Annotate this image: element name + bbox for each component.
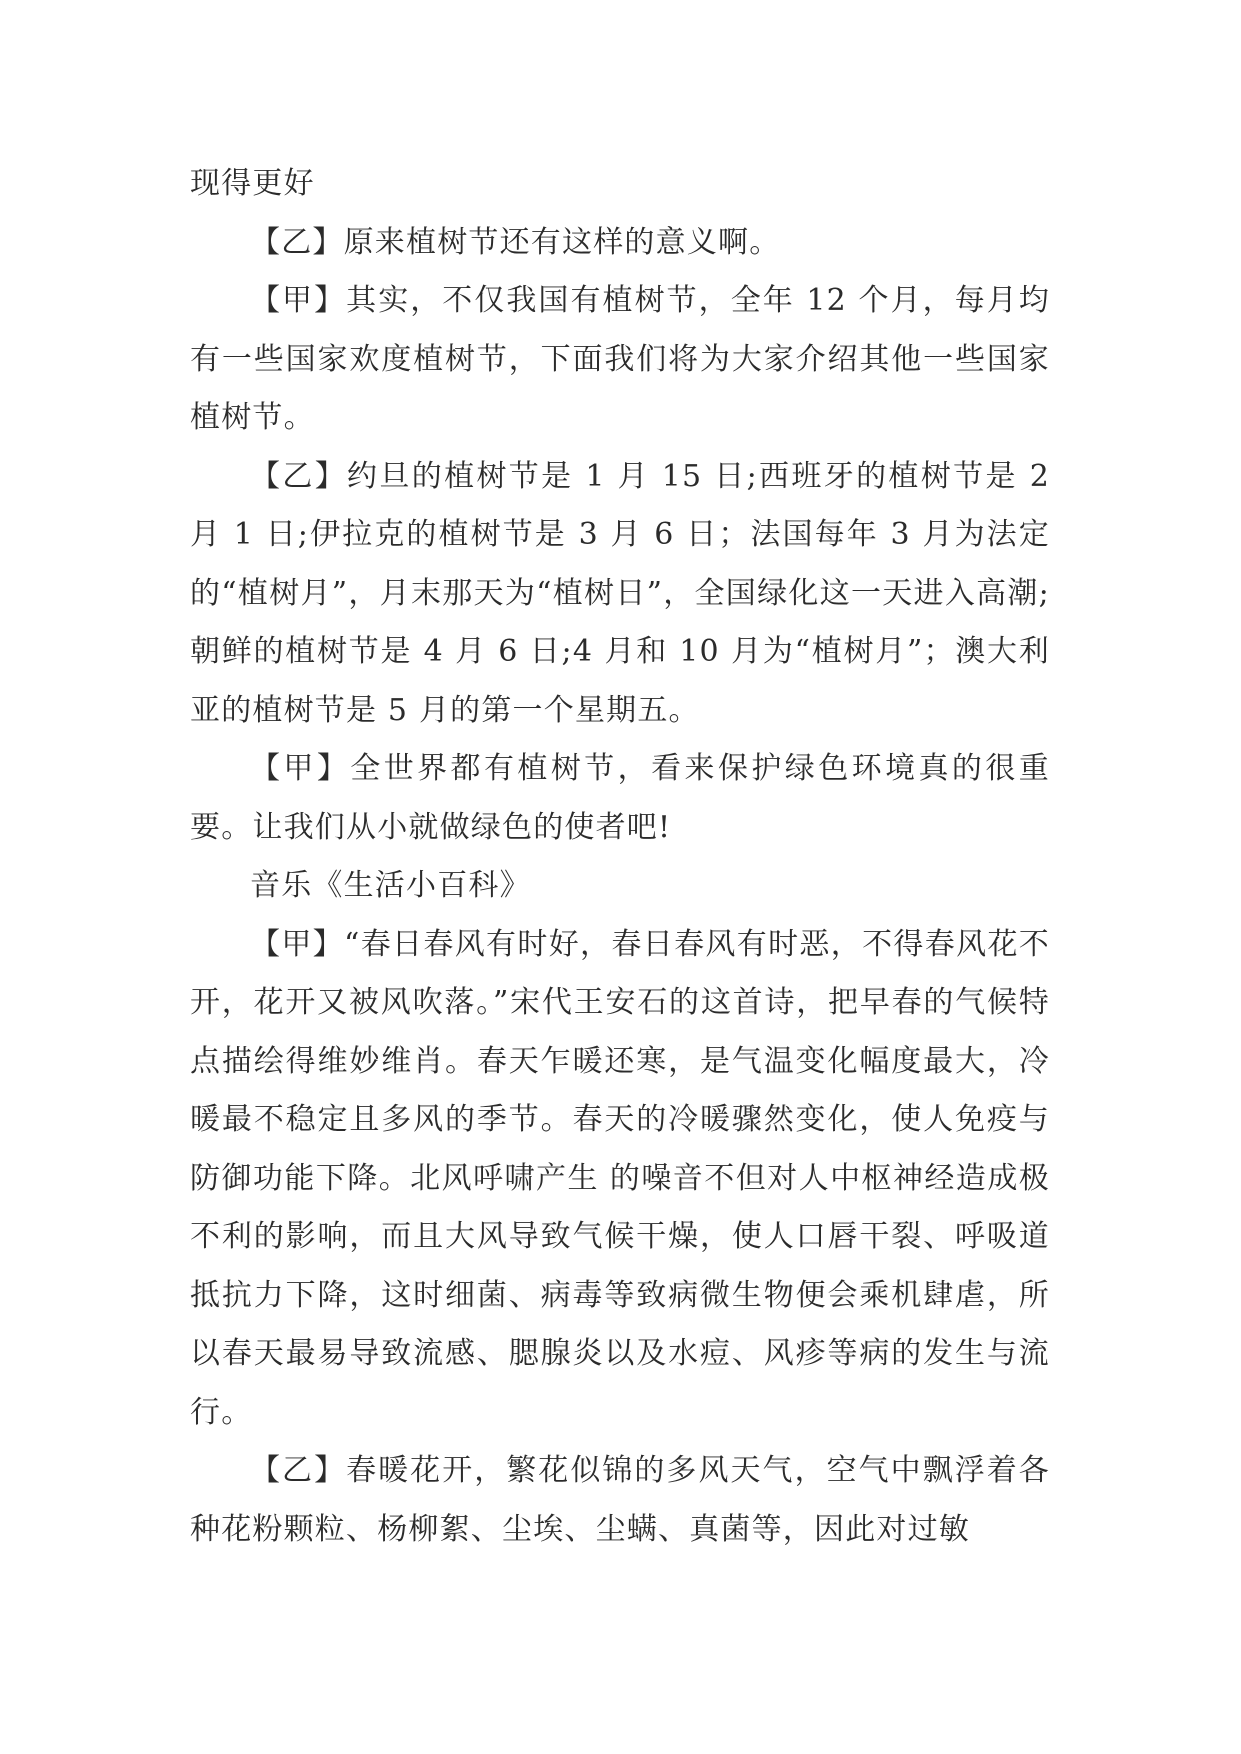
- paragraph-jia-world: 【甲】全世界都有植树节，看来保护绿色环境真的很重要。让我们从小就做绿色的使者吧!: [190, 751, 1050, 845]
- paragraph-yi-meaning: 【乙】原来植树节还有这样的意义啊。: [250, 224, 781, 260]
- paragraph-jia-spring: 【甲】“春日春风有时好，春日春风有时恶，不得春风花不开，花开又被风吹落。”宋代王安石的这首诗，把早春的气候特点描绘得维妙维肖。春天乍暖还寒，是气温变化幅度最大，冷 暖最不稳定且多风的季节。春天的冷暖骤然变化，使人免疫与防御功能下降。北风呼啸产生 的噪音不但对人中枢神经造成极不利的影响，而且大风导致气候干燥，使人口唇干裂、呼吸道抵抗力下降，这时细菌、病毒等致病微生物便会乘机肆虐，所以春天最易导致流感、腮腺炎以及水痘、风疹等病的发生与流行。: [190, 926, 1050, 1430]
- paragraph-continuation: 现得更好: [190, 166, 315, 201]
- paragraph-yi-allergy: 【乙】春暖花开，繁花似锦的多风天气，空气中飘浮着各种花粉颗粒、杨柳絮、尘埃、尘螨、真菌等，因此对过敏: [190, 1453, 1050, 1547]
- document-body: [190, 155, 1050, 1559]
- paragraph-jia-intro: 【甲】其实，不仅我国有植树节，全年 12 个月，每月均有一些国家欢度植树节，下面我们将为大家介绍其他一些国家植树节。: [190, 283, 1050, 435]
- paragraph-yi-countries: 【乙】约旦的植树节是 1 月 15 日;西班牙的植树节是 2 月 1 日;伊拉克的植树节是 3 月 6 日；法国每年 3 月为法定的“植树月”，月末那天为“植树日”，全国绿化这一天进入高潮;朝鲜的植树节是 4 月 6 日;4 月和 10 月为“植树月”；澳大利亚的植树节是 5 月的第一个星期五。: [190, 458, 1050, 728]
- paragraph-music-heading: 音乐《生活小百科》: [250, 868, 531, 903]
